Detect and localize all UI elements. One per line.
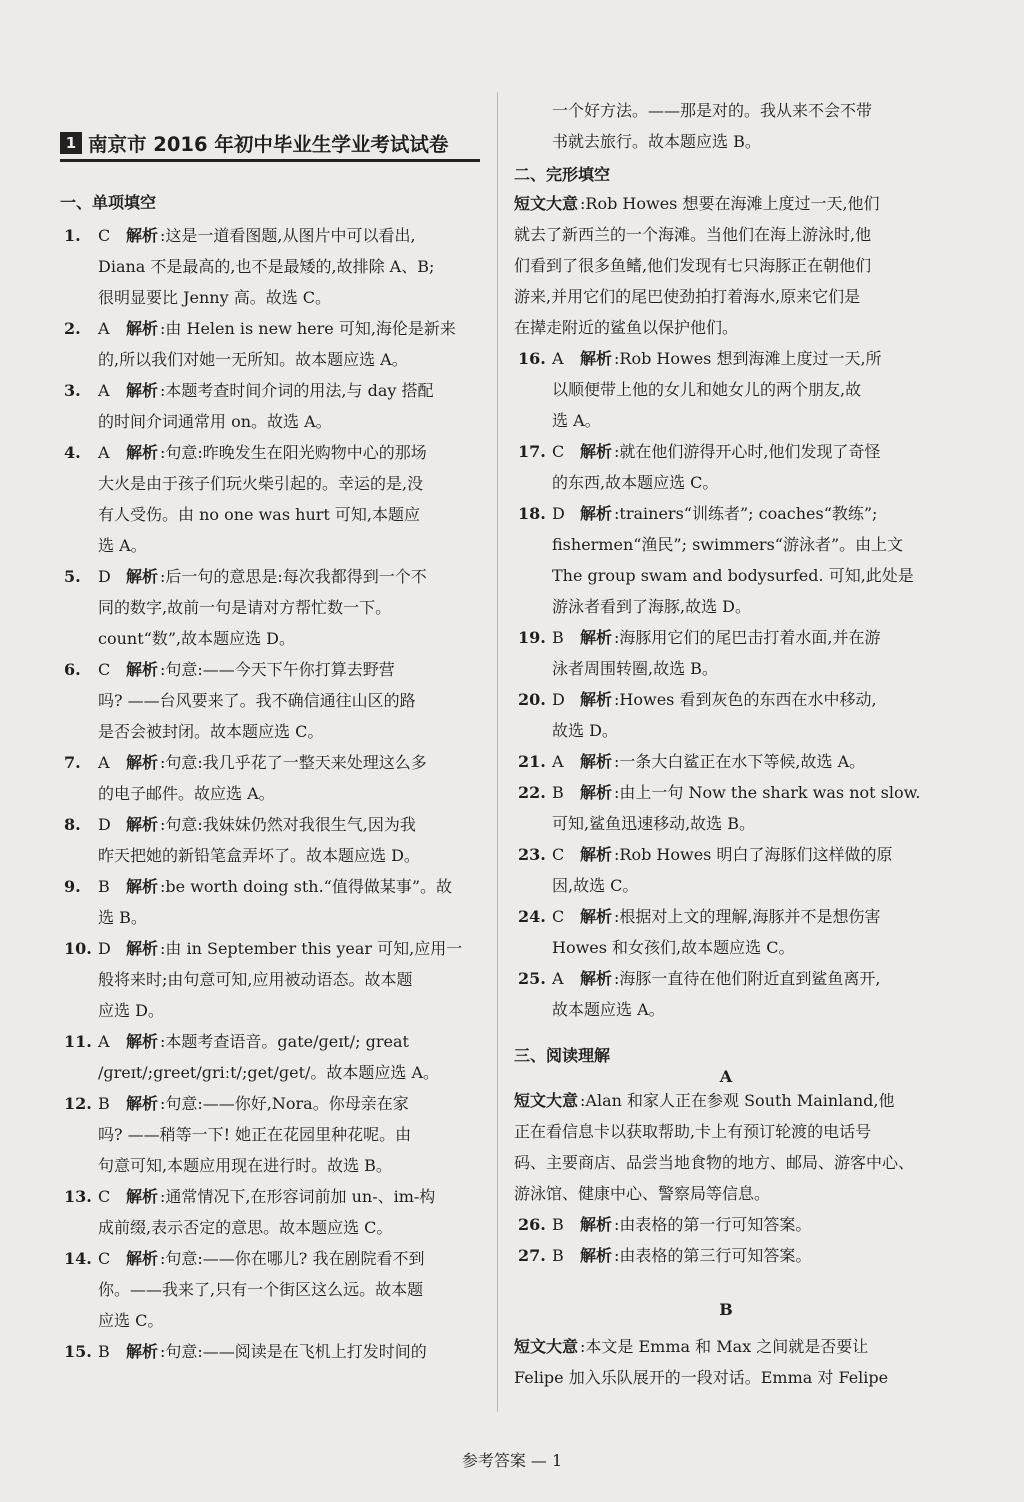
- analysis-text: 以顺便带上他的女儿和她女儿的两个朋友,故: [552, 380, 862, 399]
- text-line: [514, 932, 938, 963]
- analysis-text: :句意:我妹妹仍然对我很生气,因为我: [160, 815, 416, 834]
- answer-letter: B: [552, 628, 564, 647]
- text-line: [60, 840, 480, 871]
- analysis-text: :海豚用它们的尾巴击打着水面,并在游: [614, 628, 881, 647]
- answer-item: [60, 1181, 480, 1243]
- answer-letter: B: [552, 1246, 564, 1265]
- analysis-text: 游泳者看到了海豚,故选 D。: [552, 597, 752, 616]
- answer-letter: C: [98, 226, 111, 245]
- answer-item: [514, 498, 938, 622]
- reading-a-heading: A: [719, 1067, 733, 1086]
- text-line: [60, 933, 480, 964]
- text-line: [60, 313, 480, 344]
- text-line: [60, 964, 480, 995]
- answer-letter: B: [98, 1094, 110, 1113]
- analysis-label: 解析: [126, 660, 159, 679]
- text-line: [514, 1331, 938, 1362]
- analysis-text: 吗? ——稍等一下! 她正在花园里种花呢。由: [98, 1125, 412, 1144]
- text-line: [514, 343, 938, 374]
- analysis-label: 解析: [126, 567, 159, 586]
- answer-letter: B: [98, 877, 110, 896]
- analysis-text: :由 Helen is new here 可知,海伦是新来: [160, 319, 456, 338]
- answer-letter: A: [552, 349, 564, 368]
- question-number: 25.: [518, 969, 546, 988]
- reading-b-heading: B: [719, 1300, 733, 1319]
- analysis-text: :句意:——今天下午你打算去野营: [160, 660, 395, 679]
- text-line: [514, 436, 938, 467]
- analysis-label: 解析: [580, 504, 613, 523]
- question-number: 3.: [64, 381, 81, 400]
- text-line: [60, 871, 480, 902]
- analysis-text: :后一句的意思是:每次我都得到一个不: [160, 567, 427, 586]
- analysis-text: 很明显要比 Jenny 高。故选 C。: [98, 288, 332, 307]
- section-heading-reading: 三、阅读理解: [514, 1046, 611, 1065]
- text-line: [60, 1057, 480, 1088]
- question-number: 11.: [64, 1032, 92, 1051]
- text-line: [60, 1305, 480, 1336]
- answer-item: [60, 561, 480, 654]
- text-line: [514, 622, 938, 653]
- analysis-text: 应选 C。: [98, 1311, 164, 1330]
- analysis-text: 故本题应选 A。: [552, 1000, 665, 1019]
- question-number: 24.: [518, 907, 546, 926]
- analysis-text: Howes 和女孩们,故本题应选 C。: [552, 938, 795, 957]
- analysis-text: :句意:——阅读是在飞机上打发时间的: [160, 1342, 427, 1361]
- analysis-text: :句意:昨晚发生在阳光购物中心的那场: [160, 443, 427, 462]
- exam-title-text: 南京市 2016 年初中毕业生学业考试试卷: [88, 132, 449, 156]
- answer-letter: D: [98, 567, 111, 586]
- text-line: [60, 1119, 480, 1150]
- analysis-text: :就在他们游得开心时,他们发现了奇怪: [614, 442, 881, 461]
- analysis-text: 泳者周围转圈,故选 B。: [552, 659, 718, 678]
- analysis-text: :由表格的第一行可知答案。: [614, 1215, 812, 1234]
- text-line: [514, 1178, 938, 1209]
- summary-text: 就去了新西兰的一个海滩。当他们在海上游泳时,他: [514, 225, 872, 244]
- text-line: [60, 468, 480, 499]
- reading-b-summary: [514, 1331, 938, 1393]
- analysis-label: 解析: [126, 226, 159, 245]
- text-line: [514, 1147, 938, 1178]
- analysis-text: :Rob Howes 明白了海豚们这样做的原: [614, 845, 893, 864]
- summary-text: :Rob Howes 想要在海滩上度过一天,他们: [580, 194, 880, 213]
- analysis-text: :这是一道看图题,从图片中可以看出,: [160, 226, 416, 245]
- text-line: [60, 406, 480, 437]
- analysis-text: :海豚一直待在他们附近直到鲨鱼离开,: [614, 969, 881, 988]
- text-line: [60, 685, 480, 716]
- question-number: 17.: [518, 442, 546, 461]
- analysis-text: :一条大白鲨正在水下等候,故选 A。: [614, 752, 866, 771]
- question-number: 13.: [64, 1187, 92, 1206]
- text-line: [60, 1212, 480, 1243]
- answer-item: [514, 963, 938, 1025]
- answer-letter: C: [552, 907, 565, 926]
- text-line: [60, 375, 480, 406]
- summary-text: :Alan 和家人正在参观 South Mainland,他: [580, 1091, 895, 1110]
- answer-item: [514, 622, 938, 684]
- answer-item: [514, 1240, 938, 1271]
- analysis-label: 解析: [126, 753, 159, 772]
- answer-letter: B: [552, 783, 564, 802]
- analysis-text: count“数”,故本题应选 D。: [98, 629, 295, 648]
- question-number: 10.: [64, 939, 92, 958]
- answer-item: [514, 684, 938, 746]
- text-line: [60, 778, 480, 809]
- text-line: [514, 250, 938, 281]
- text-line: 一个好方法。——那是对的。我从来不会不带: [552, 101, 873, 120]
- analysis-text: :本题考查语音。gate/ɡeɪt/; great: [160, 1032, 409, 1051]
- question-number: 21.: [518, 752, 546, 771]
- question-number: 27.: [518, 1246, 546, 1265]
- analysis-text: 应选 D。: [98, 1001, 164, 1020]
- text-line: [60, 747, 480, 778]
- analysis-label: 解析: [126, 877, 159, 896]
- q15-continuation: [514, 95, 938, 157]
- answer-item: [60, 809, 480, 871]
- page-footer: 参考答案 — 1: [461, 1451, 563, 1470]
- question-number: 18.: [518, 504, 546, 523]
- analysis-text: 句意可知,本题应用现在进行时。故选 B。: [98, 1156, 392, 1175]
- text-line: [514, 839, 938, 870]
- answer-letter: A: [98, 319, 110, 338]
- analysis-text: :通常情况下,在形容词前加 un-、im-构: [160, 1187, 436, 1206]
- analysis-text: 昨天把她的新铅笔盒弄坏了。故本题应选 D。: [98, 846, 420, 865]
- summary-text: :本文是 Emma 和 Max 之间就是否要让: [580, 1337, 869, 1356]
- text-line: [514, 498, 938, 529]
- analysis-label: 解析: [126, 939, 159, 958]
- text-line: [514, 219, 938, 250]
- text-line: [514, 405, 938, 436]
- text-line: [514, 963, 938, 994]
- analysis-label: 解析: [126, 815, 159, 834]
- text-line: [514, 312, 938, 343]
- analysis-label: 解析: [580, 442, 613, 461]
- text-line: [60, 1243, 480, 1274]
- analysis-text: fishermen“渔民”; swimmers“游泳者”。由上文: [552, 535, 904, 554]
- question-number: 15.: [64, 1342, 92, 1361]
- text-line: [514, 1085, 938, 1116]
- text-line: [60, 592, 480, 623]
- analysis-label: 解析: [580, 907, 613, 926]
- analysis-text: 般将来时;由句意可知,应用被动语态。故本题: [98, 970, 413, 989]
- cloze-summary: [514, 188, 938, 343]
- analysis-label: 解析: [580, 690, 613, 709]
- text-line: [60, 437, 480, 468]
- answer-item: [60, 747, 480, 809]
- text-line: [514, 374, 938, 405]
- text-line: [514, 1209, 938, 1240]
- answer-letter: B: [552, 1215, 564, 1234]
- analysis-text: 有人受伤。由 no one was hurt 可知,本题应: [98, 505, 420, 524]
- text-line: [514, 901, 938, 932]
- text-line: [60, 1088, 480, 1119]
- question-number: 23.: [518, 845, 546, 864]
- text-line: [514, 467, 938, 498]
- column-divider: [497, 92, 498, 1412]
- exam-number-badge: 1: [60, 132, 82, 154]
- analysis-text: :trainers“训练者”; coaches“教练”;: [614, 504, 878, 523]
- answer-letter: A: [98, 1032, 110, 1051]
- text-line: [60, 654, 480, 685]
- text-line: [60, 344, 480, 375]
- text-line: [514, 808, 938, 839]
- answer-item: [60, 375, 480, 437]
- analysis-text: 大火是由于孩子们玩火柴引起的。幸运的是,没: [98, 474, 424, 493]
- analysis-label: 解析: [126, 1094, 159, 1113]
- text-line: [60, 1150, 480, 1181]
- text-line: [60, 251, 480, 282]
- summary-text: 游泳馆、健康中心、警察局等信息。: [514, 1184, 771, 1203]
- answer-item: [60, 1336, 480, 1367]
- text-line: [514, 1240, 938, 1271]
- analysis-label: 解析: [580, 349, 613, 368]
- question-number: 9.: [64, 877, 81, 896]
- answer-letter: A: [98, 381, 110, 400]
- text-line: [60, 282, 480, 313]
- answer-letter: B: [98, 1342, 110, 1361]
- analysis-label: 解析: [126, 443, 159, 462]
- question-number: 12.: [64, 1094, 92, 1113]
- exam-title: [60, 126, 480, 162]
- analysis-label: 解析: [126, 1032, 159, 1051]
- text-line: [514, 684, 938, 715]
- analysis-text: :句意:——你好,Nora。你母亲在家: [160, 1094, 409, 1113]
- analysis-text: 同的数字,故前一句是请对方帮忙数一下。: [98, 598, 392, 617]
- question-number: 6.: [64, 660, 81, 679]
- question-number: 26.: [518, 1215, 546, 1234]
- summary-label: 短文大意: [514, 194, 579, 213]
- analysis-label: 解析: [126, 319, 159, 338]
- text-line: [60, 499, 480, 530]
- summary-text: Felipe 加入乐队展开的一段对话。Emma 对 Felipe: [514, 1368, 889, 1387]
- text-line: [60, 902, 480, 933]
- analysis-text: 选 A。: [98, 536, 147, 555]
- text-line: [514, 1362, 938, 1393]
- summary-text: 游来,并用它们的尾巴使劲拍打着海水,原来它们是: [514, 287, 861, 306]
- text-line: [514, 994, 938, 1025]
- text-line: [514, 188, 938, 219]
- analysis-text: 是否会被封闭。故本题应选 C。: [98, 722, 324, 741]
- text-line: [514, 560, 938, 591]
- question-number: 2.: [64, 319, 81, 338]
- analysis-text: 因,故选 C。: [552, 876, 639, 895]
- analysis-text: :本题考查时间介词的用法,与 day 搭配: [160, 381, 434, 400]
- analysis-text: 选 A。: [552, 411, 601, 430]
- text-line: [60, 1274, 480, 1305]
- text-line: 书就去旅行。故本题应选 B。: [552, 132, 761, 151]
- answer-item: [60, 933, 480, 1026]
- text-line: [514, 281, 938, 312]
- answer-letter: C: [552, 845, 565, 864]
- analysis-label: 解析: [580, 969, 613, 988]
- analysis-text: :Rob Howes 想到海滩上度过一天,所: [614, 349, 882, 368]
- answer-item: [514, 901, 938, 963]
- answer-item: [60, 437, 480, 561]
- answer-item: [514, 343, 938, 436]
- reading-a-summary: [514, 1085, 938, 1209]
- analysis-label: 解析: [580, 1215, 613, 1234]
- analysis-text: 成前缀,表示否定的意思。故本题应选 C。: [98, 1218, 393, 1237]
- analysis-text: :由上一句 Now the shark was not slow.: [614, 783, 921, 802]
- section-heading-cloze: 二、完形填空: [514, 165, 611, 184]
- answer-item: [514, 839, 938, 901]
- answer-item: [514, 746, 938, 777]
- answer-letter: A: [98, 443, 110, 462]
- text-line: [514, 715, 938, 746]
- text-line: [60, 995, 480, 1026]
- text-line: [60, 1181, 480, 1212]
- text-line: [60, 623, 480, 654]
- answer-item: [514, 777, 938, 839]
- answer-item: [60, 220, 480, 313]
- answer-item: [60, 654, 480, 747]
- question-number: 7.: [64, 753, 81, 772]
- summary-text: 在撵走附近的鲨鱼以保护他们。: [514, 318, 739, 337]
- question-number: 16.: [518, 349, 546, 368]
- text-line: [514, 746, 938, 777]
- answer-item: [60, 1088, 480, 1181]
- answer-item: [60, 871, 480, 933]
- answer-item: [514, 1209, 938, 1240]
- summary-label: 短文大意: [514, 1091, 579, 1110]
- question-number: 14.: [64, 1249, 92, 1268]
- text-line: [514, 591, 938, 622]
- analysis-text: :be worth doing sth.“值得做某事”。故: [160, 877, 453, 896]
- analysis-text: 你。——我来了,只有一个街区这么远。故本题: [98, 1280, 424, 1299]
- text-line: [60, 530, 480, 561]
- text-line: [514, 1116, 938, 1147]
- answer-letter: D: [552, 504, 565, 523]
- analysis-text: /ɡreɪt/;greet/ɡriːt/;get/ɡet/。故本题应选 A。: [98, 1063, 440, 1082]
- question-number: 22.: [518, 783, 546, 802]
- text-line: [60, 716, 480, 747]
- text-line: [514, 529, 938, 560]
- analysis-label: 解析: [580, 1246, 613, 1265]
- analysis-label: 解析: [126, 1249, 159, 1268]
- text-line: [60, 809, 480, 840]
- analysis-text: Diana 不是最高的,也不是最矮的,故排除 A、B;: [98, 257, 435, 276]
- question-number: 20.: [518, 690, 546, 709]
- answer-letter: C: [98, 660, 111, 679]
- analysis-text: 的,所以我们对她一无所知。故本题应选 A。: [98, 350, 408, 369]
- analysis-text: 选 B。: [98, 908, 147, 927]
- question-number: 4.: [64, 443, 81, 462]
- analysis-text: :根据对上文的理解,海豚并不是想伤害: [614, 907, 881, 926]
- answer-letter: D: [98, 939, 111, 958]
- answer-item: [60, 1243, 480, 1336]
- analysis-text: 故选 D。: [552, 721, 618, 740]
- analysis-label: 解析: [126, 381, 159, 400]
- analysis-text: :由 in September this year 可知,应用一: [160, 939, 463, 958]
- answer-letter: A: [98, 753, 110, 772]
- text-line: [514, 777, 938, 808]
- question-number: 19.: [518, 628, 546, 647]
- analysis-text: 的电子邮件。故应选 A。: [98, 784, 275, 803]
- summary-text: 正在看信息卡以获取帮助,卡上有预订轮渡的电话号: [514, 1122, 872, 1141]
- analysis-text: :由表格的第三行可知答案。: [614, 1246, 812, 1265]
- section-heading-single-choice: 一、单项填空: [60, 193, 157, 212]
- answer-item: [60, 1026, 480, 1088]
- answer-letter: C: [98, 1187, 111, 1206]
- answer-letter: C: [552, 442, 565, 461]
- summary-text: 码、主要商店、品尝当地食物的地方、邮局、游客中心、: [514, 1153, 915, 1172]
- answer-letter: D: [552, 690, 565, 709]
- answer-letter: A: [552, 969, 564, 988]
- question-number: 8.: [64, 815, 81, 834]
- analysis-text: 的时间介词通常用 on。故选 A。: [98, 412, 332, 431]
- text-line: [60, 220, 480, 251]
- analysis-label: 解析: [580, 845, 613, 864]
- analysis-text: :句意:——你在哪儿? 我在剧院看不到: [160, 1249, 425, 1268]
- answer-item: [60, 313, 480, 375]
- analysis-text: :Howes 看到灰色的东西在水中移动,: [614, 690, 877, 709]
- answer-item: [514, 436, 938, 498]
- text-line: [514, 870, 938, 901]
- analysis-label: 解析: [126, 1187, 159, 1206]
- answer-letter: D: [98, 815, 111, 834]
- answer-letter: C: [98, 1249, 111, 1268]
- analysis-text: 可知,鲨鱼迅速移动,故选 B。: [552, 814, 756, 833]
- analysis-text: :句意:我几乎花了一整天来处理这么多: [160, 753, 427, 772]
- summary-text: 们看到了很多鱼鳍,他们发现有七只海豚正在朝他们: [514, 256, 872, 275]
- text-line: [60, 561, 480, 592]
- analysis-text: 的东西,故本题应选 C。: [552, 473, 719, 492]
- text-line: [60, 1336, 480, 1367]
- question-number: 1.: [64, 226, 81, 245]
- analysis-label: 解析: [580, 783, 613, 802]
- analysis-text: The group swam and bodysurfed. 可知,此处是: [552, 566, 914, 585]
- question-number: 5.: [64, 567, 81, 586]
- analysis-text: 吗? ——台风要来了。我不确信通往山区的路: [98, 691, 416, 710]
- analysis-label: 解析: [126, 1342, 159, 1361]
- text-line: [60, 1026, 480, 1057]
- analysis-label: 解析: [580, 628, 613, 647]
- text-line: [514, 653, 938, 684]
- analysis-label: 解析: [580, 752, 613, 771]
- summary-label: 短文大意: [514, 1337, 579, 1356]
- answer-letter: A: [552, 752, 564, 771]
